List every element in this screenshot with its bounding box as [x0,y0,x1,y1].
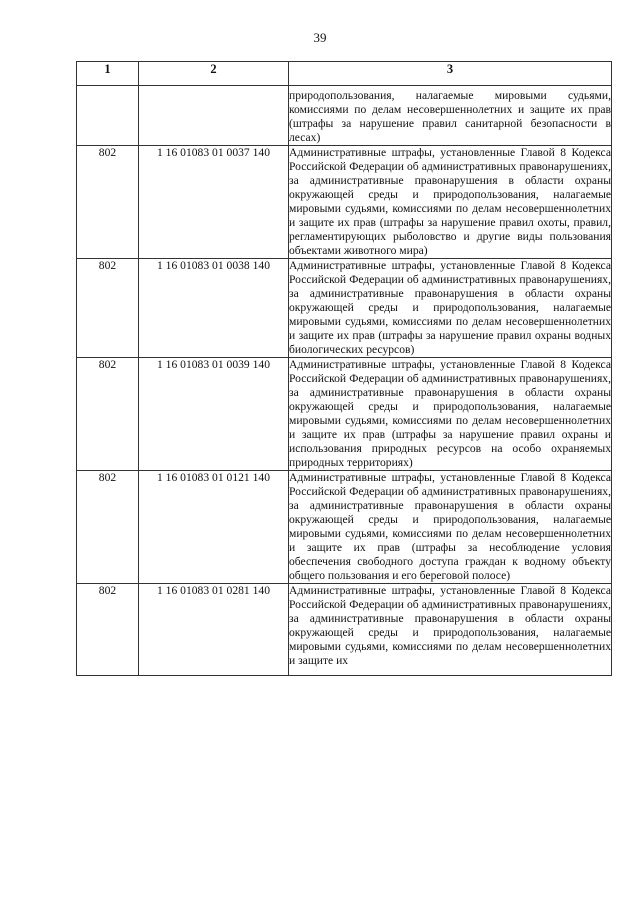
admin-code: 802 [77,259,139,358]
table-row [77,584,612,676]
admin-code: 802 [77,146,139,259]
page-number: 39 [313,30,327,45]
budget-code: 1 16 01083 01 0037 140 [139,146,289,259]
header-col-2: 2 [139,62,289,86]
budget-code: 1 16 01083 01 0038 140 [139,259,289,358]
table-cell [77,86,139,146]
admin-code: 802 [77,584,139,676]
header-col-1: 1 [77,62,139,86]
continuation-text: природопользования, налагаемые мировыми судьями, комиссиями по делам несовершеннолетних и защите их прав (штрафы за нарушение правил санитарной безопасности в лесах) [289,86,612,146]
admin-code: 802 [77,358,139,471]
description-text: Административные штрафы, установленные Главой 8 Кодекса Российской Федерации об административных правонарушениях, за административные правонарушения в области охраны окружающей среды и природопользования, налагаемые мировыми судьями, комиссиями по делам несовершеннолетних и защите их прав (штрафы за нарушение правил охраны и использования природных ресурсов на особо охраняемых природных территориях) [289,358,611,469]
continuation-row [77,86,612,146]
table-row [77,146,612,259]
table-header-row [77,62,612,86]
budget-code: 1 16 01083 01 0281 140 [139,584,289,676]
table-cell [139,86,289,146]
description-text: Административные штрафы, установленные Главой 8 Кодекса Российской Федерации об административных правонарушениях, за административные правонарушения в области охраны окружающей среды и природопользования, налагаемые мировыми судьями, комиссиями по делам несовершеннолетних и защите их прав (штрафы за нарушение правил охоты, правил, регламентирующих рыболовство и другие виды пользования объектами животного мира) [289,146,611,257]
header-col-3: 3 [289,62,612,86]
budget-code: 1 16 01083 01 0121 140 [139,471,289,584]
description-text: Административные штрафы, установленные Главой 8 Кодекса Российской Федерации об административных правонарушениях, за административные правонарушения в области охраны окружающей среды и природопользования, налагаемые мировыми судьями, комиссиями по делам несовершеннолетних и защите их прав (штрафы за нарушение правил охраны водных биологических ресурсов) [289,259,611,356]
description-text: Административные штрафы, установленные Главой 8 Кодекса Российской Федерации об административных правонарушениях, за административные правонарушения в области охраны окружающей среды и природопользования, налагаемые мировыми судьями, комиссиями по делам несовершеннолетних и защите их [289,584,611,667]
table-row [77,358,612,471]
description-cell [289,584,612,676]
description-text: Административные штрафы, установленные Главой 8 Кодекса Российской Федерации об административных правонарушениях, за административные правонарушения в области охраны окружающей среды и природопользования, налагаемые мировыми судьями, комиссиями по делам несовершеннолетних и защите их прав (штрафы за несоблюдение условия обеспечения свободного доступа граждан к водному объекту общего пользования и его береговой полосе) [289,471,611,582]
table-row [77,471,612,584]
budget-code: 1 16 01083 01 0039 140 [139,358,289,471]
table-row [77,259,612,358]
budget-codes-table [76,61,612,676]
admin-code: 802 [77,471,139,584]
